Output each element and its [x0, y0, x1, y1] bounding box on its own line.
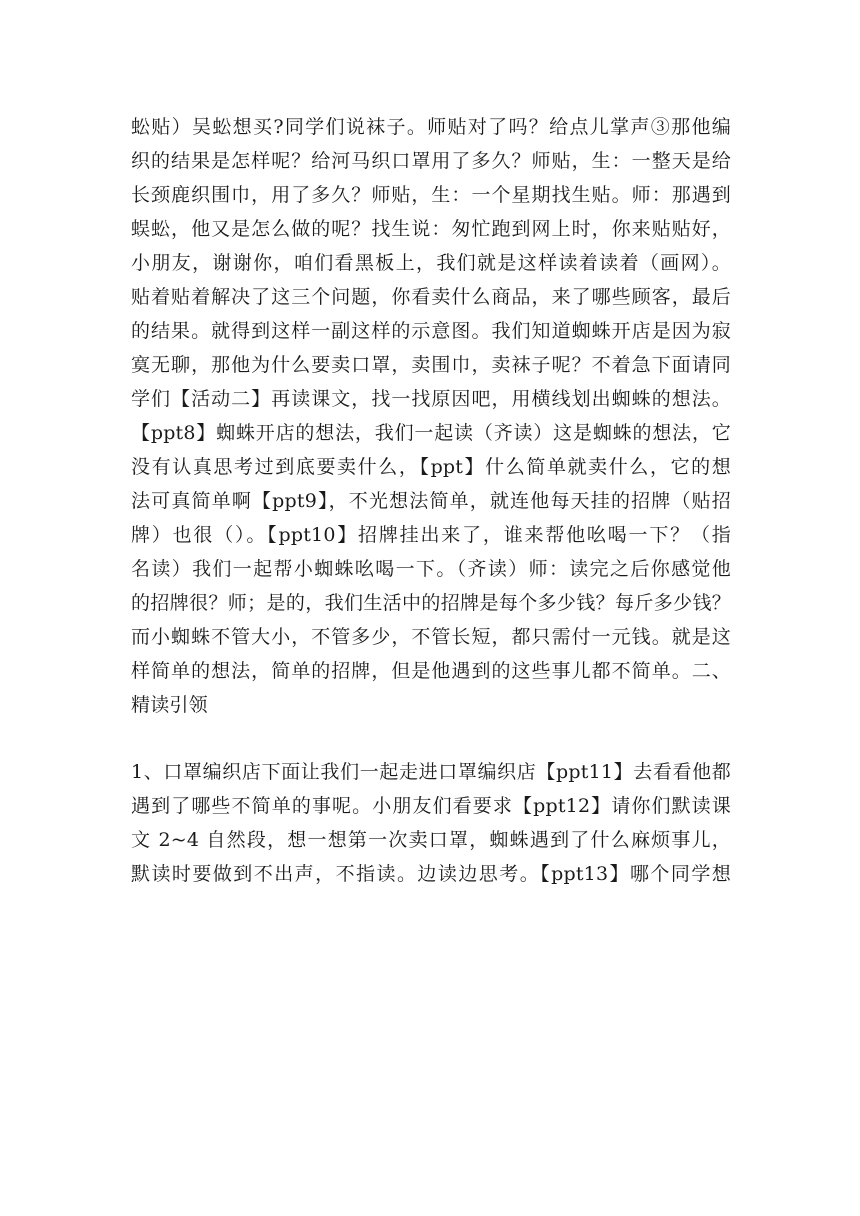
- document-body: [131, 110, 731, 891]
- text-line: 样简单的想法，简单的招牌，但是他遇到的这些事儿都不简单。二、: [131, 660, 731, 682]
- text-line: 织的结果是怎样呢？给河马织口罩用了多久？师贴，生：一整天是给: [131, 150, 731, 172]
- text-line: 精读引领: [131, 694, 208, 716]
- paragraph-spacer: [131, 722, 731, 755]
- text-line: 名读）我们一起帮小蜘蛛吆喝一下。（齐读）师：读完之后你感觉他: [131, 558, 731, 580]
- text-line: 长颈鹿织围巾，用了多久？师贴，生：一个星期找生贴。师：那遇到: [131, 184, 731, 206]
- text-line: 寞无聊，那他为什么要卖口罩，卖围巾，卖袜子呢？不着急下面请同: [131, 354, 731, 376]
- text-line: 默读时要做到不出声，不指读。边读边思考。【ppt13】哪个同学想: [131, 863, 731, 885]
- text-line: 蜈蚣，他又是怎么做的呢？找生说：匆忙跑到网上时，你来贴贴好，: [131, 218, 731, 240]
- text-line: 法可真简单啊【ppt9】，不光想法简单，就连他每天挂的招牌（贴招: [131, 490, 731, 512]
- text-line: 蚣贴）吴蚣想买?同学们说袜子。师贴对了吗？给点儿掌声③那他编: [131, 116, 731, 138]
- text-line: 1、口罩编织店下面让我们一起走进口罩编织店【ppt11】去看看他都: [131, 761, 731, 783]
- paragraph-2: [131, 755, 731, 891]
- text-line: 的招牌很？师；是的，我们生活中的招牌是每个多少钱？每斤多少钱？: [131, 592, 731, 614]
- text-line: 而小蜘蛛不管大小，不管多少，不管长短，都只需付一元钱。就是这: [131, 626, 731, 648]
- text-line: 小朋友，谢谢你，咱们看黑板上，我们就是这样读着读着（画网）。: [131, 252, 731, 274]
- text-line: 【ppt8】蜘蛛开店的想法，我们一起读（齐读）这是蜘蛛的想法，它: [131, 422, 731, 444]
- paragraph-1: [131, 110, 731, 722]
- text-line: 学们【活动二】再读课文，找一找原因吧，用横线划出蜘蛛的想法。: [131, 388, 731, 410]
- text-line: 贴着贴着解决了这三个问题，你看卖什么商品，来了哪些顾客，最后: [131, 286, 731, 308]
- text-line: 文 2~4 自然段，想一想第一次卖口罩，蜘蛛遇到了什么麻烦事儿，: [131, 829, 731, 851]
- text-line: 的结果。就得到这样一副这样的示意图。我们知道蜘蛛开店是因为寂: [131, 320, 731, 342]
- text-line: 牌）也很（）。【ppt10】招牌挂出来了，谁来帮他吆喝一下？（指: [131, 524, 731, 546]
- text-line: 没有认真思考过到底要卖什么，【ppt】什么简单就卖什么，它的想: [131, 456, 731, 478]
- text-line: 遇到了哪些不简单的事呢。小朋友们看要求【ppt12】请你们默读课: [131, 795, 731, 817]
